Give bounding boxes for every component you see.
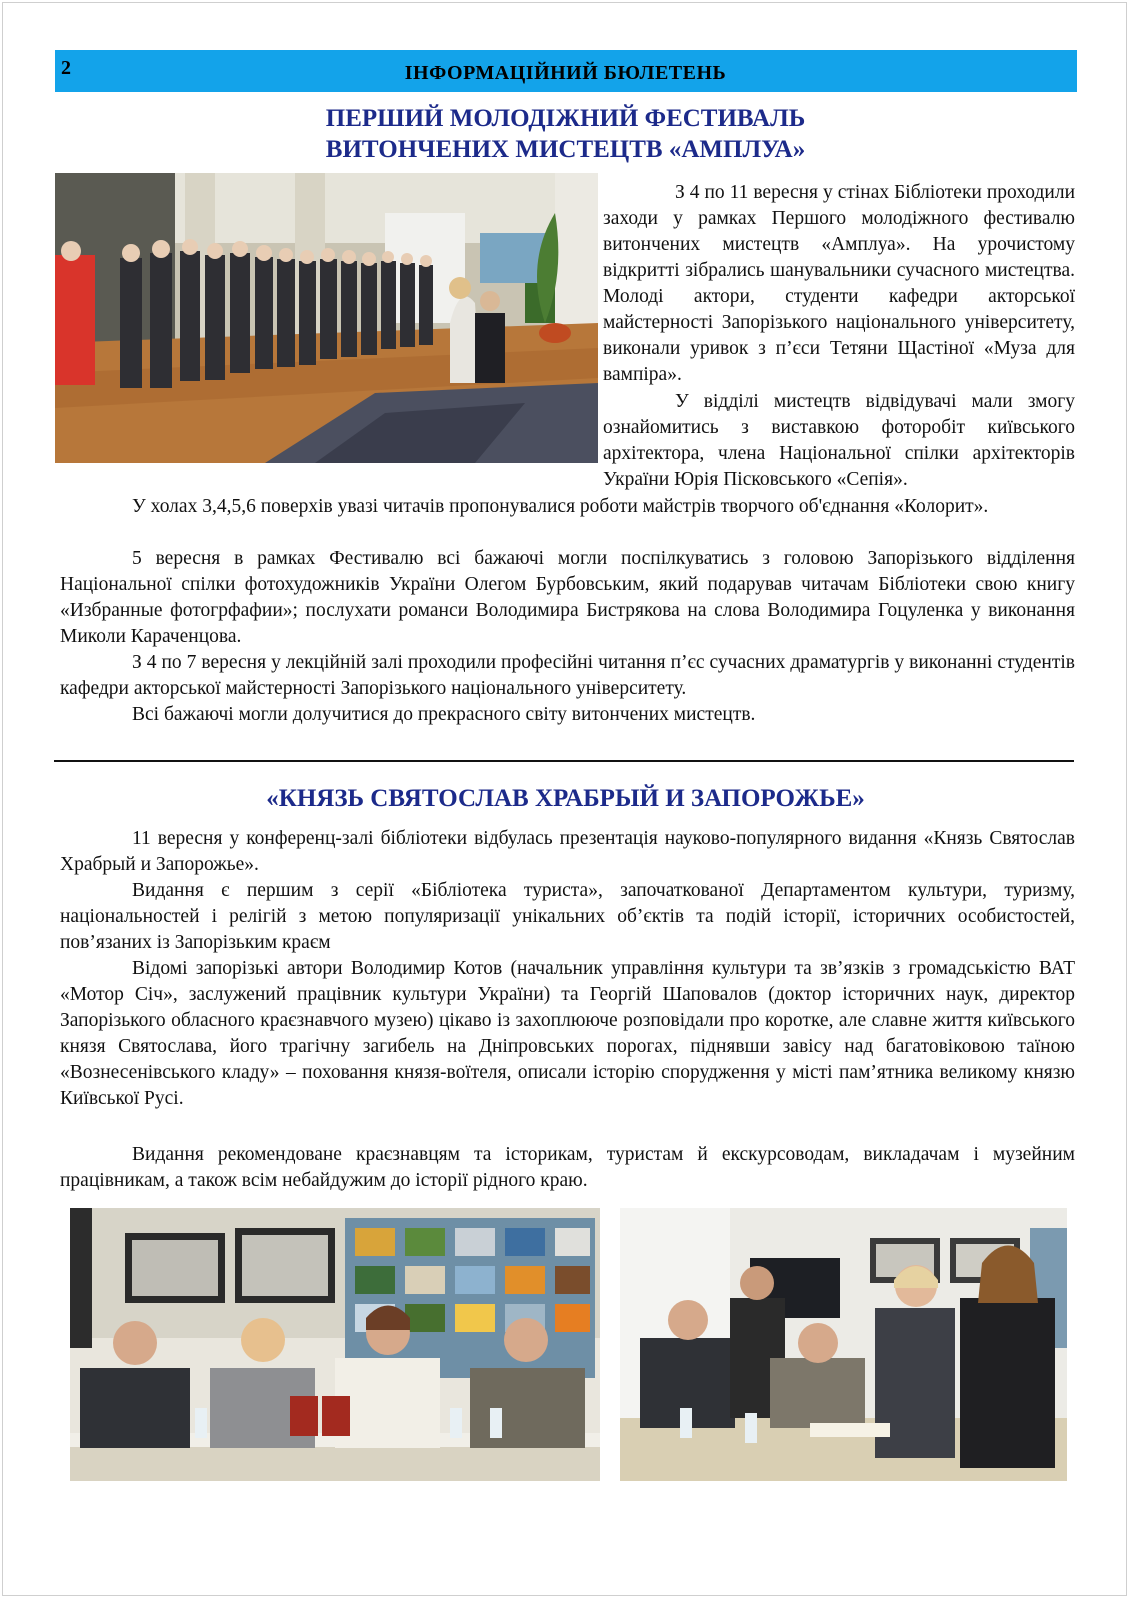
article2-title: «КНЯЗЬ СВЯТОСЛАВ ХРАБРЫЙ И ЗАПОРОЖЬЕ» (266, 785, 865, 812)
article1-paragraph-2: У відділі мистецтв відвідувачі мали змогу ознайомитись з виставкою фоторобіт київського архітектора, члена Національної спілки архітекторів України Юрія Пісковського «Сепія». (603, 391, 1075, 490)
festival-performance-photo (55, 173, 598, 463)
article1-title-line1: ПЕРШИЙ МОЛОДІЖНИЙ ФЕСТИВАЛЬ (325, 105, 806, 132)
article2-paragraph-4: Видання рекомендоване краєзнавцям та історикам, туристам й екскурсоводам, викладачам і музейним працівникам, а також всім небайдужим до історії рідного краю. (60, 1144, 1075, 1191)
page-number: 2 (61, 57, 71, 79)
book-signing-photo (620, 1208, 1067, 1481)
article2-paragraph-2: Видання є першим з серії «Бібліотека туриста», започаткованої Департаментом культури, туризму, національностей і релігій з метою популяризації унікальних об’єктів та подій історії, історичних особистостей, пов’язаних із Запорізьким краєм (60, 880, 1075, 953)
article2-paragraph-1: 11 вересня у конференц-залі бібліотеки відбулась презентація науково-популярного видання «Князь Святослав Храбрый и Запорожье». (60, 828, 1075, 875)
article2-paragraph-3: Відомі запорізькі автори Володимир Котов (начальник управління культури та зв’язків з громадськістю ВАТ «Мотор Січ», заслужений працівник культури України) та Георгій Шаповалов (доктор історичних наук, директор Запорізького обласного краєзнавчого музею) цікаво із захоплюючe розповідали про коротке, але славне життя київського князя Святослава, його трагічну загибель на Дніпровських порогах, піднявши завісу над багатовіковою таїною «Вознесенівського кладу» – поховання князя-воїтеля, описали історію спорудження у місті пам’ятника великому князю Київської Русі. (60, 958, 1075, 1109)
article1-paragraph-1: З 4 по 11 вересня у стінах Бібліотеки проходили заходи у рамках Першого молодіжного фестивалю витончених мистецтв «Амплуа». На урочистому відкритті зібрались шанувальники сучасного мистецтва. Молоді актори, студенти кафедри акторської майстерності Запорізького національного університету, виконали уривок з п’єси Тетяни Щастіної «Муза для вампіра». (603, 182, 1075, 385)
article1-paragraph-6: Всі бажаючі могли долучитися до прекрасного світу витончених мистецтв. (132, 704, 756, 725)
article1-paragraph-3: У холах 3,4,5,6 поверхів увазі читачів пропонувалися роботи майстрів творчого об'єднання «Колорит». (132, 496, 989, 517)
bulletin-title: ІНФОРМАЦІЙНИЙ БЮЛЕТЕНЬ (404, 62, 727, 84)
article1-title-line2: ВИТОНЧЕНИХ МИСТЕЦТВ «АМПЛУА» (325, 136, 806, 163)
article1-paragraph-4: 5 вересня в рамках Фестивалю всі бажаючі могли поспілкуватись з головою Запорізького відділення Національної спілки фотохудожників України Олегом Бурбовським, який подарував читачам Бібліотеки свою книгу «Избранные фотогрфафии»; послухати романси Володимира Бистрякова на слова Володимира Гоцуленка у виконання Миколи Караченцова. (60, 548, 1075, 647)
article1-paragraph-5: З 4 по 7 вересня у лекційній залі проходили професійні читання п’єс сучасних драматургів у виконанні студентів кафедри акторської майстерності Запорізького національного університету. (60, 652, 1075, 699)
presentation-panel-photo (70, 1208, 600, 1481)
section-divider (54, 760, 1074, 762)
